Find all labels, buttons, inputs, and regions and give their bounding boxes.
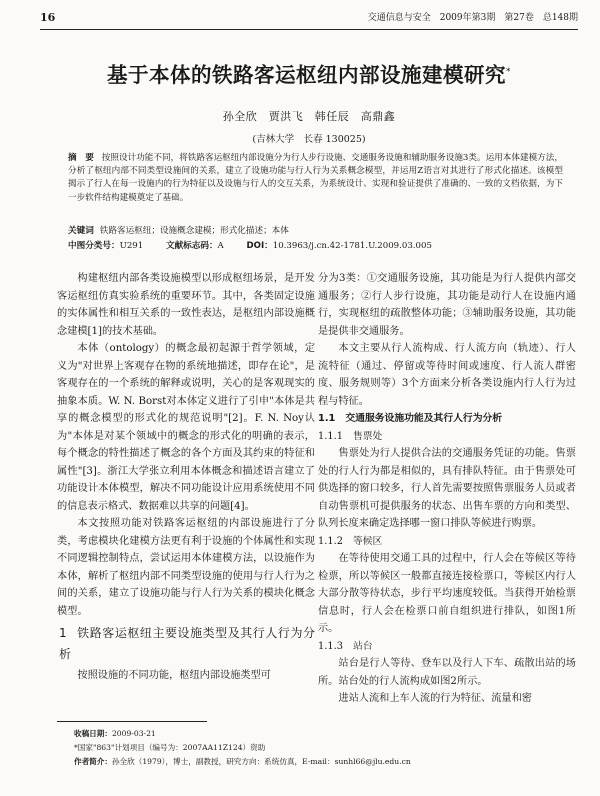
page-number: 16 <box>40 11 56 24</box>
section-title: 站台 <box>352 640 373 652</box>
body-paragraph: 站台是行人等待、登车以及行人下车、疏散出站的场所。站台处的行人流构成如图2所示。 <box>318 658 576 687</box>
section-heading-1-1 <box>318 410 576 428</box>
clc-label: 中图分类号： <box>68 241 120 251</box>
section-number: 1.1.1 <box>318 430 343 442</box>
body-column-left <box>57 270 315 685</box>
abstract <box>68 152 563 205</box>
section-heading-1 <box>57 623 315 665</box>
body-paragraph: 本体（ontology）的概念最初起源于哲学领域，定义为"对世界上客观存在物的系统地描述，即存在论"，是客观存在的一个系统的解释或说明，关心的是客观现实的抽象本质。W. N. Borst对本体定义进行了引申"本体是共享的概念模型的形式化的规范说明"[2]。F. N. Noy认为"本体是对某个领域中的概念的形式化的明确的表示，每个概念的特性描述了概念的各个方面及其约束的特征和属性"[3]。浙江大学张立利用本体概念和描述语言建立了功能设计本体模型，解决不同功能设计应用系统使用不同的信息表示格式、数据难以共享的问题[4]。 <box>57 343 315 512</box>
body-paragraph: 构建枢纽内部各类设施模型以形成枢纽场景，是开发客运枢纽仿真实验系统的重要环节。其中，各类固定设施的实体属性和相互关系的一致性表达，是枢纽内部设施概念建模[1]的技术基础。 <box>57 273 315 337</box>
received-label: 收稿日期： <box>74 729 112 738</box>
body-paragraph: 分为3类：①交通服务设施，其功能是为行人提供内部交通服务；②行人步行设施，其功能是动行人在设施内通行，实现枢纽的疏散整体功能；③辅助服务设施，其功能是提供非交通服务。 <box>318 273 576 337</box>
keywords-label: 关键词 <box>68 226 94 236</box>
identifiers <box>68 240 563 253</box>
paper-title <box>40 58 578 88</box>
body-column-right <box>318 270 576 708</box>
clc-value: U291 <box>119 241 144 251</box>
footnote-rule <box>57 721 207 722</box>
section-heading-1-1-2 <box>318 533 576 551</box>
section-heading-1-1-3 <box>318 638 576 656</box>
keywords <box>68 225 563 238</box>
author-bio <box>74 755 574 769</box>
title-footnote-mark: * <box>506 67 511 78</box>
section-number: 1.1.2 <box>318 535 343 547</box>
doc-value: A <box>217 241 224 251</box>
received-date <box>74 727 574 741</box>
section-number: 1.1 <box>318 413 336 424</box>
fund-note: *国家"863"计划项目（编号为：2007AA11Z124）资助 <box>74 743 266 753</box>
body-paragraph: 本文按照功能对铁路客运枢纽的内部设施进行了分类，考虑模块化建模方法更有利于设施的个体属性和实现不同逻辑控制特点，尝试运用本体建模方法，以设施作为本体，解析了枢纽内部不同类型设施的使用与行人行为之间的关系，建立了设施功能与行人行为关系的模块化概念模型。 <box>57 518 315 617</box>
abstract-text: 按照设计功能不同，将铁路客运枢纽内部设施分为行人步行设施、交通服务设施和辅助服务设施3类。运用本体建模方法，分析了枢纽内部不同类型设施间的关系，建立了设施功能与行人行为关系概念模型，并运用Z语言对其进行了形式化描述。该模型揭示了行人在每一设施内的行为特征以及设施与行人的交互关系，为系统设计、实现和验证提供了准确的、一致的文档依据，为下一步软件结构建模奠定了基础。 <box>68 153 563 203</box>
body-paragraph: 在等待使用交通工具的过程中，行人会在等候区等待检票，所以等候区一般都直接连接检票口，等候区内行人大部分散等待状态，步行平均速度较低。当获得开始检票信息时，行人会在检票口前自组织进行排队，如图1所示。 <box>318 553 576 634</box>
abstract-label: 摘 要 <box>68 153 94 163</box>
section-title: 铁路客运枢纽主要设施类型及其行人行为分析 <box>59 626 315 661</box>
author-bio-label: 作者简介： <box>74 757 112 767</box>
section-number: 1 <box>59 626 67 640</box>
author-bio-text: 孙全欣（1979），博士，副教授，研究方向：系统仿真，E-mail：sunhl66@jlu.edu.cn <box>111 757 411 767</box>
section-title: 交通服务设施功能及其行人行为分析 <box>345 413 503 424</box>
keywords-text: 铁路客运枢纽；设施概念建模；形式化描述；本体 <box>99 226 289 236</box>
section-heading-1-1-1 <box>318 428 576 446</box>
paper-title-text: 基于本体的铁路客运枢纽内部设施建模研究 <box>107 63 506 87</box>
section-title: 售票处 <box>352 430 383 442</box>
running-header <box>40 8 578 28</box>
author-list: 孙全欣 贾洪飞 韩任辰 高鼎鑫 <box>222 110 396 123</box>
body-paragraph: 售票处为行人提供合法的交通服务凭证的功能。售票处的行人行为都是相似的，具有排队特征。由于售票处可供选择的窗口较多，行人首先需要按照售票服务人员或者自动售票机可提供服务的状态、出售车票的方向和类型、队列长度来确定选择哪一窗口排队等候进行购票。 <box>318 448 576 529</box>
section-number: 1.1.3 <box>318 640 343 652</box>
doi-value: 10.3963/j.cn.42-1781.U.2009.03.005 <box>272 241 432 251</box>
footnotes <box>74 727 574 770</box>
journal-info: 交通信息与安全 2009年第3期 第27卷 总148期 <box>367 13 578 23</box>
body-paragraph: 按照设施的不同功能，枢纽内部设施类型可 <box>77 670 271 681</box>
body-paragraph: 本文主要从行人流构成、行人流方向（轨迹）、行人流特征（通过、停留或等待时间或速度、行人流人群密度、服务规则等）3个方面来分析各类设施内行人行为过程与特征。 <box>318 343 576 407</box>
doi-label: DOI： <box>246 241 273 251</box>
section-title: 等候区 <box>352 535 383 547</box>
received-value: 2009-03-21 <box>111 729 156 738</box>
affiliation: (吉林大学 长春 130025) <box>252 134 366 145</box>
body-paragraph: 进站人流和上车人流的行为特征、流量和密 <box>338 693 532 704</box>
doc-label: 文献标志码： <box>165 241 218 251</box>
header-rule <box>40 29 578 30</box>
